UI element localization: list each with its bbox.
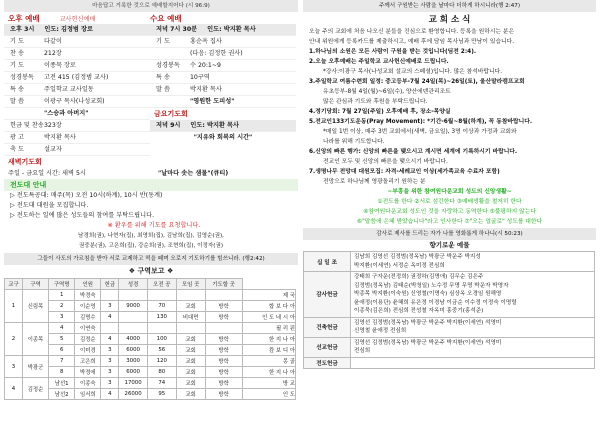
afternoon-service-title: 오후 예배	[8, 14, 40, 23]
table-row	[5, 378, 296, 389]
report-cell: 6	[49, 345, 75, 356]
report-cell: 인 도 네 시 아	[242, 312, 295, 323]
report-cell: 한 지 나 아	[242, 367, 295, 378]
order-row	[4, 72, 150, 84]
order-value: 이종묵 장로	[44, 62, 76, 69]
offering-line: 윤애정(이용단) 윤혜희 유은정 이경남 이금순 이수정 이정숙 이명렬	[354, 299, 517, 306]
wednesday-leader: 인도: 박지환 목사	[207, 26, 256, 33]
offering-line: 김남희 김영선 김정범(정옥남) 박광군 박운주 박지성	[354, 254, 481, 260]
report-cell: 방학	[205, 367, 242, 378]
report-cell: 한 지 나 아	[242, 334, 295, 345]
report-cell: 7	[49, 356, 75, 367]
news-list	[303, 47, 596, 187]
report-cell: 고은희	[75, 356, 101, 367]
report-cell: 이종숙	[75, 378, 101, 389]
afternoon-service-sub: 교사헌신예배	[59, 16, 96, 23]
news-item: 전교인 모두 및 신앙의 빠른을 맺으시기 바랍니다.	[323, 159, 448, 165]
service-tables	[4, 24, 298, 156]
report-icon: ❖	[164, 267, 174, 275]
report-cell: 교회	[176, 378, 205, 389]
order-value: 212장	[44, 50, 62, 57]
report-cell: 4	[101, 312, 119, 323]
left-column	[4, 0, 298, 424]
report-cell: 3	[5, 356, 23, 378]
table-row	[5, 290, 296, 301]
wednesday-service-title: 수요 예배	[150, 14, 182, 23]
report-cell: 4000	[119, 334, 148, 345]
report-cell: 3	[101, 356, 119, 367]
report-header: 인원	[75, 279, 101, 290]
offering-line: 박종목 박지환(이숙원) 신영철(이명숙) 심상옥 오경임 원해영	[354, 291, 502, 297]
order-value: 고전 415 (김정범 교사)	[44, 74, 109, 81]
table-row	[5, 323, 296, 334]
order-label: 특 송	[10, 86, 24, 93]
report-cell: 방학	[205, 378, 242, 389]
report-cell: 비대면	[176, 312, 205, 323]
offering-line: 김영선 김정범(정옥남) 박광군 박운주 박지환(이세연) 석영미	[354, 319, 502, 326]
order-value: (다음: 김정한 권사)	[190, 50, 243, 57]
report-cell: 100	[147, 334, 176, 345]
order-row	[150, 84, 296, 96]
order-label: 성경봉독	[156, 62, 180, 69]
report-cell: 방학	[205, 389, 242, 400]
report-cell: 박정애	[75, 367, 101, 378]
report-cell	[119, 323, 148, 334]
report-cell: 74	[147, 378, 176, 389]
report-cell: 이미경	[75, 345, 101, 356]
report-cell	[176, 323, 205, 334]
report-cell: 임서희	[75, 389, 101, 400]
order-row	[4, 36, 150, 48]
district-report-table	[4, 278, 296, 400]
news-item: 나라를 위해 기도합니다.	[323, 139, 385, 145]
report-cell: 방학	[205, 345, 242, 356]
order-label: 헌금 및 찬송	[10, 122, 44, 129]
report-header: 구역명	[49, 279, 75, 290]
table-row	[5, 367, 296, 378]
report-cell	[147, 323, 176, 334]
report-cell: 1	[49, 290, 75, 301]
wednesday-time: 저녁 7시 30분	[156, 26, 198, 33]
report-cell: 방학	[205, 312, 242, 323]
evangelism-item: ▷ 전도특공대: 매주(목) 오전 10시(하계), 10시 반(동계)	[10, 192, 163, 199]
order-row	[4, 108, 150, 120]
friday-time: 저녁 9시	[156, 122, 181, 129]
report-cell	[205, 323, 242, 334]
offering-line	[354, 359, 591, 368]
report-cell: 3000	[119, 356, 148, 367]
order-row	[4, 84, 150, 96]
report-cell: 3	[101, 301, 119, 312]
church-news-title: 교 회 소 식	[428, 15, 471, 25]
news-item: *매일 1번 이상, 매주 3번 교회에서(새벽, 금요일), 3명 이상과 가정과 교회와	[323, 129, 517, 135]
news-item: 많은 관심과 기도와 후원을 부탁드립니다.	[323, 99, 428, 105]
report-cell	[119, 312, 148, 323]
news-item: *강사:이광구 목사(나성교회 설교의 스페셜)입니다. 많은 참석바랍니다.	[323, 69, 503, 75]
report-cell: 1	[5, 290, 23, 323]
report-cell: 김정순	[22, 378, 48, 400]
order-label	[150, 96, 190, 107]
report-cell: 김명수	[75, 312, 101, 323]
order-label: 특 송	[156, 74, 170, 81]
offering-line: 전심희	[354, 348, 371, 354]
news-item: 7.생명나무 전망대 대원모집: 자격-세례교인 이상(세가족교육 수료자 포함)	[309, 169, 500, 175]
table-row	[5, 356, 296, 367]
dawn-message: "날마다 솟는 샘물"(큐티)	[158, 170, 229, 177]
report-cell: 70	[147, 301, 176, 312]
offering-names	[351, 272, 595, 318]
report-header-row	[5, 279, 296, 290]
report-cell: 인 도	[242, 389, 295, 400]
offering-row	[304, 272, 595, 318]
dawn-time: 주일 - 금요일 시간: 새벽 5시	[8, 170, 86, 177]
report-header: 성경	[119, 279, 148, 290]
report-cell: 9000	[119, 301, 148, 312]
report-cell: 2	[5, 323, 23, 356]
report-cell: 교회	[176, 367, 205, 378]
order-value: 박지환 목사	[44, 134, 76, 141]
order-row	[4, 60, 150, 72]
offering-row	[304, 252, 595, 272]
offering-names	[351, 317, 595, 337]
order-label: 성경봉독	[10, 74, 34, 81]
news-item: 3.주일학교 여름수련회 일정: 중고등부-7월 24일(목)~26일(토), 울산말라캠프교회	[309, 79, 525, 85]
report-cell: 26000	[119, 389, 148, 400]
report-cell	[101, 323, 119, 334]
friday-message: "지유와 회복의 시간"	[193, 134, 253, 141]
report-cell	[147, 290, 176, 301]
order-label: 찬 송	[10, 50, 24, 57]
report-cell	[205, 290, 242, 301]
report-cell: 방학	[205, 334, 242, 345]
news-item: 2.오늘 오후예배는 주일학교 교사헌신예배로 드립니다.	[309, 59, 449, 65]
report-cell: 남선2	[49, 389, 75, 400]
report-cell: 3	[101, 345, 119, 356]
offering-line: 김영선 김정범(정옥남) 박광군 박운주 박지환(이세연) 석영미	[354, 339, 502, 346]
report-cell: 6000	[119, 345, 148, 356]
report-cell: 박경숙	[75, 290, 101, 301]
offering-line: 박지환(이세연) 서정순 옥미정 전심희	[354, 262, 445, 269]
growth-bullets: ④참여원다운교회 성도인 것을 자랑하고 동역한다 ⑤불평하지 않는다	[363, 209, 536, 215]
friday-prayer-title: 금요기도회	[154, 110, 188, 118]
service-headers	[4, 13, 298, 24]
prayer-request-highlight: ※ 환우를 위해 기도를 요청합니다.	[107, 222, 201, 229]
offering-names	[351, 357, 595, 369]
report-cell: 2	[49, 301, 75, 312]
report-cell: 교회	[176, 389, 205, 400]
friday-time-row	[150, 120, 296, 132]
news-item: 4.정기당회: 7월 27일(주일) 오후예배 후, 장소-목양실	[309, 109, 451, 115]
order-row	[4, 96, 150, 108]
district-report-label: 구역보고	[137, 267, 165, 275]
offering-verse: 감사로 제사를 드리는 자가 나를 영화롭게 하나니(시 50:23)	[303, 228, 596, 240]
prayer-names: 남경희(권), 나현자(집), 최영희(집), 김남희(집), 김영순(권),	[78, 233, 224, 239]
offering-category: 전도헌금	[304, 357, 351, 369]
news-intro: 오늘 주의 교회에 처음 나오신 분들을 진심으로 환영합니다. 등록을 원하시는 분은	[309, 29, 515, 35]
order-label: 말 씀	[156, 86, 170, 93]
table-row	[5, 301, 296, 312]
offering-names	[351, 337, 595, 357]
afternoon-service-time-row	[4, 24, 150, 36]
report-cell: 4	[5, 378, 23, 400]
report-cell: 56	[147, 345, 176, 356]
report-cell: 신림목	[22, 290, 48, 323]
report-cell	[119, 290, 148, 301]
report-cell: 제 국	[242, 290, 295, 301]
order-row	[4, 144, 150, 156]
report-cell: 4	[101, 334, 119, 345]
order-value: 수 20:1~9	[190, 62, 221, 69]
order-value: 323장	[44, 122, 62, 129]
offering-title: 향기로운 예물	[429, 241, 470, 249]
right-column	[303, 0, 596, 424]
offering-category: 선교헌금	[304, 337, 351, 357]
report-header: 모임 곳	[176, 279, 205, 290]
news-item: 1.하나님의 소원은 모든 사람이 구원을 받는 것입니다(딤전 2:4).	[309, 49, 477, 55]
order-label: 기 도	[10, 62, 24, 69]
report-icon: ❖	[128, 267, 138, 275]
order-label: 기 도	[10, 38, 24, 45]
report-cell: 3	[49, 312, 75, 323]
order-row	[150, 48, 296, 60]
report-header: 헌금	[101, 279, 119, 290]
top-verse-right: 주께서 구원받는 사람을 날마다 더하게 하시니라(행 2:47)	[303, 0, 596, 12]
sermon-title: "스승과 아버지"	[44, 110, 89, 117]
report-cell: 4	[101, 389, 119, 400]
news-intro: 안내 위원에게 등록카드를 제출하시고, 예배 후에 담임 목사님과 만남이 있습니다.	[309, 39, 515, 45]
wednesday-time-row	[150, 24, 296, 36]
report-cell: 몽 골	[242, 356, 295, 367]
offering-category: 감사헌금	[304, 272, 351, 318]
report-cell: 17000	[119, 378, 148, 389]
report-cell: 캄 보 디 아	[242, 345, 295, 356]
afternoon-order	[4, 36, 150, 156]
order-row	[150, 60, 296, 72]
news-item: 6.신앙의 빠른 행가: 신앙의 빠른을 맺으시고 계시면 세계에 기록하시기 바랍니다.	[309, 149, 518, 155]
evangelism-item: ▷ 전도대 대원을 모집합니다.	[10, 202, 89, 209]
afternoon-leader: 인도: 김정범 장로	[44, 26, 94, 33]
news-item: 전망으로 하나님께 영광돌리기 원하는 분	[323, 179, 426, 185]
table-row	[5, 312, 296, 323]
prayer-names: 권중분(권), 고은희(집), 강순희(권), 조현희(집), 이정자(권)	[78, 243, 224, 249]
report-cell: 130	[147, 312, 176, 323]
offering-line: 김정범(정옥남) 김태순(박청일) 노수정 무명 무명 박운자 박영자	[354, 282, 509, 289]
order-value: 주일학교 교사일동	[44, 86, 94, 93]
offering-row	[304, 357, 595, 369]
report-cell: 4	[49, 323, 75, 334]
order-label: 광 고	[10, 134, 24, 141]
report-cell: 이연숙	[75, 323, 101, 334]
report-cell: 필 리 핀	[242, 323, 295, 334]
order-label: 축 도	[10, 146, 24, 153]
report-cell: 3	[101, 378, 119, 389]
report-cell	[176, 290, 205, 301]
report-cell: 김정순	[75, 334, 101, 345]
wednesday-service	[150, 24, 296, 156]
dawn-prayer-row	[4, 168, 298, 179]
report-header: 오전 공	[147, 279, 176, 290]
report-cell: 이종목	[22, 323, 48, 356]
report-cell: 교회	[176, 356, 205, 367]
offering-line: 강태희 구자운(전정희) 권정하(김명애) 김무순 김은주	[354, 274, 484, 280]
report-cell: 6000	[119, 367, 148, 378]
report-cell: 방학	[205, 356, 242, 367]
order-value: 다같이	[44, 38, 62, 45]
order-label	[150, 48, 190, 59]
growth-bullets: ①전도를 한다 ②서로 섬긴한다 ③예배생활을 철저히 한다	[377, 199, 522, 205]
report-header: 기도할 곳	[205, 279, 242, 290]
top-verse-left: 마음답고 거룩한 것으로 예배할지어다 (시 96:9)	[4, 0, 298, 12]
district-report-title	[4, 265, 298, 278]
order-value: 박지환 목사	[190, 86, 222, 93]
evangelism-title: 전도대 안내	[4, 179, 298, 191]
offering-table	[303, 251, 595, 369]
friday-leader: 인도: 박지환 목사	[190, 122, 240, 129]
offering-body	[304, 252, 595, 369]
report-cell: 120	[147, 356, 176, 367]
evangelism-item: ▷ 전도하는 일에 많은 성도들의 참여를 부탁드립니다.	[10, 212, 155, 219]
order-row	[4, 48, 150, 60]
order-row	[4, 132, 150, 144]
report-body	[5, 290, 296, 400]
growth-heading: ~부흥을 위한 참여원다운교회 성도의 신앙생활~	[387, 189, 512, 195]
order-row	[4, 120, 150, 132]
report-header: 구역	[22, 279, 48, 290]
news-item: 유초등부-8월 4일(월)~6일(수), 양산에덴관리조트	[323, 89, 451, 95]
report-header: 교구	[5, 279, 23, 290]
offering-line: 신영철 윤애정 전심희	[354, 328, 407, 334]
report-cell: 방 교	[242, 378, 295, 389]
afternoon-time: 오후 3시	[10, 26, 35, 33]
footer-quote-left: 그들이 사도의 가르침을 받아 서로 교제하고 떡을 떼며 오로지 기도하기를 힘쓰니라. (행2:42)	[4, 253, 298, 265]
sermon-title: "영원한 도피성"	[190, 98, 235, 105]
offering-category: 건축헌금	[304, 317, 351, 337]
afternoon-service	[4, 24, 150, 156]
report-cell: 8	[49, 367, 75, 378]
report-cell	[101, 290, 119, 301]
offering-row	[304, 337, 595, 357]
report-cell: 교회	[176, 334, 205, 345]
offering-category: 십 일 조	[304, 252, 351, 272]
report-cell: 80	[147, 367, 176, 378]
table-row	[5, 345, 296, 356]
report-cell: 3	[101, 367, 119, 378]
table-row	[5, 334, 296, 345]
report-cell: 교회	[176, 345, 205, 356]
order-label	[4, 108, 44, 119]
order-row	[150, 96, 296, 108]
order-row	[150, 36, 296, 48]
report-cell: 5	[49, 334, 75, 345]
order-label: 말 씀	[10, 98, 24, 105]
order-value: 10구역	[190, 74, 210, 81]
report-cell: 이순영	[75, 301, 101, 312]
offering-row	[304, 317, 595, 337]
report-cell: 95	[147, 389, 176, 400]
report-cell: 교회	[176, 301, 205, 312]
order-value: 설교자	[44, 146, 62, 153]
report-cell: 합 보 다 아	[242, 301, 295, 312]
growth-bullets: ⑥"말씀에 은혜 받았습니다"라고 인사한다 ⑦"오는 얼굴로" 성도를 대한다	[356, 219, 543, 225]
news-item: 5.전교인133기도운동(Pray Movement): *기간-6월~8월(하계), 꼭 동참바랍니다.	[309, 119, 533, 125]
table-row	[5, 389, 296, 400]
order-value: 이광구 목사(나성교회)	[44, 98, 105, 105]
report-cell: 박광군	[22, 356, 48, 378]
order-label: 기 도	[156, 38, 170, 45]
order-row	[150, 72, 296, 84]
dawn-prayer-title: 새벽기도회	[8, 158, 42, 166]
report-cell: 남선1	[49, 378, 75, 389]
offering-line: 이종묵(김은희) 전심희 전성철 자옥미 홍중기(홍석준)	[354, 308, 484, 314]
order-value: 홍순옥 집사	[190, 38, 222, 45]
offering-names	[351, 252, 595, 272]
report-cell: 방학	[205, 301, 242, 312]
